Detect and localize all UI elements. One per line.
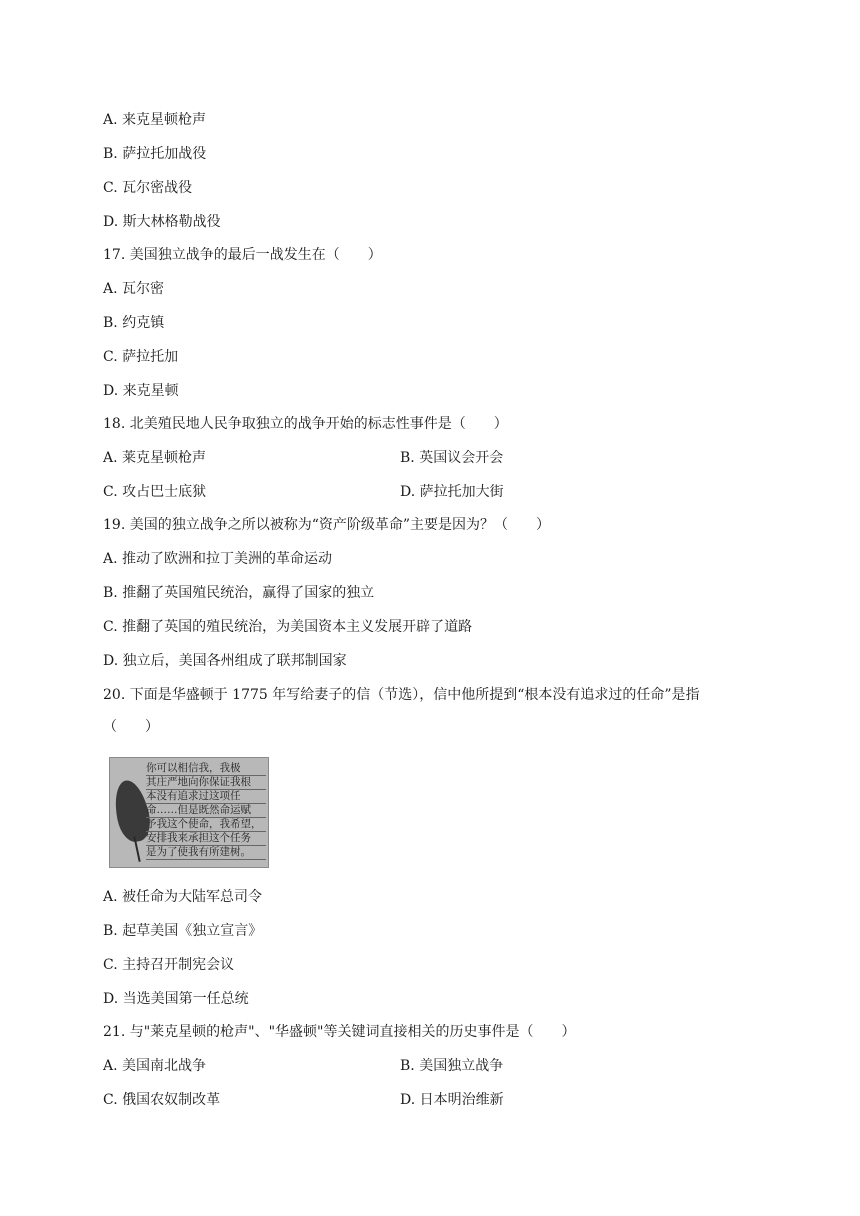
q17-option-a: A. 瓦尔密 xyxy=(103,281,165,297)
question-17: 17. 美国独立战争的最后一战发生在（ ） xyxy=(103,247,382,263)
question-21: 21. 与"莱克星顿的枪声"、"华盛顿"等关键词直接相关的历史事件是（ ） xyxy=(103,1024,576,1040)
q19-option-b: B. 推翻了英国殖民统治，赢得了国家的独立 xyxy=(103,585,375,601)
q18-option-c: C. 攻占巴士底狱 xyxy=(103,484,207,500)
q19-option-d: D. 独立后，美国各州组成了联邦制国家 xyxy=(103,653,347,669)
q21-option-c: C. 俄国农奴制改革 xyxy=(103,1092,221,1108)
question-19: 19. 美国的独立战争之所以被称为“资产阶级革命”主要是因为？（ ） xyxy=(103,517,551,533)
q19-option-a: A. 推动了欧洲和拉丁美洲的革命运动 xyxy=(103,551,333,567)
q20-option-c: C. 主持召开制宪会议 xyxy=(103,957,235,973)
q16-option-c: C. 瓦尔密战役 xyxy=(103,180,193,196)
q17-option-b: B. 约克镇 xyxy=(103,315,165,331)
letter-line: 是为了使我有所建树。 xyxy=(146,846,266,860)
washington-letter-image xyxy=(109,757,269,868)
q18-option-b: B. 英国议会开会 xyxy=(400,450,504,466)
question-20-paren: （ ） xyxy=(103,719,159,735)
letter-line: 命……但是既然命运赋 xyxy=(146,804,266,818)
letter-line: 本没有追求过这项任 xyxy=(146,790,266,804)
q19-option-c: C. 推翻了英国的殖民统治，为美国资本主义发展开辟了道路 xyxy=(103,619,473,635)
letter-line: 其庄严地向你保证我根 xyxy=(146,776,266,790)
question-18: 18. 北美殖民地人民争取独立的战争开始的标志性事件是（ ） xyxy=(103,416,508,432)
q21-option-a: A. 美国南北战争 xyxy=(103,1058,207,1074)
q18-option-a: A. 莱克星顿枪声 xyxy=(103,450,207,466)
letter-line: 安排我来承担这个任务 xyxy=(146,832,266,846)
letter-line: 予我这个使命，我希望， xyxy=(146,818,266,832)
q17-option-d: D. 来克星顿 xyxy=(103,383,179,399)
q16-option-a: A. 来克星顿枪声 xyxy=(103,112,207,128)
q16-option-b: B. 萨拉托加战役 xyxy=(103,146,207,162)
letter-line: 你可以相信我，我极 xyxy=(146,762,266,776)
q20-option-a: A. 被任命为大陆军总司令 xyxy=(103,889,263,905)
q18-option-d: D. 萨拉托加大街 xyxy=(400,484,504,500)
letter-excerpt xyxy=(146,762,266,860)
q20-option-b: B. 起草美国《独立宣言》 xyxy=(103,923,263,939)
q21-option-b: B. 美国独立战争 xyxy=(400,1058,504,1074)
q16-option-d: D. 斯大林格勒战役 xyxy=(103,214,221,230)
q17-option-c: C. 萨拉托加 xyxy=(103,349,179,365)
question-20: 20. 下面是华盛顿于 1775 年写给妻子的信（节选），信中他所提到“根本没有追求过的任命”是指 xyxy=(103,687,700,703)
q20-option-d: D. 当选美国第一任总统 xyxy=(103,991,249,1007)
q21-option-d: D. 日本明治维新 xyxy=(400,1092,504,1108)
